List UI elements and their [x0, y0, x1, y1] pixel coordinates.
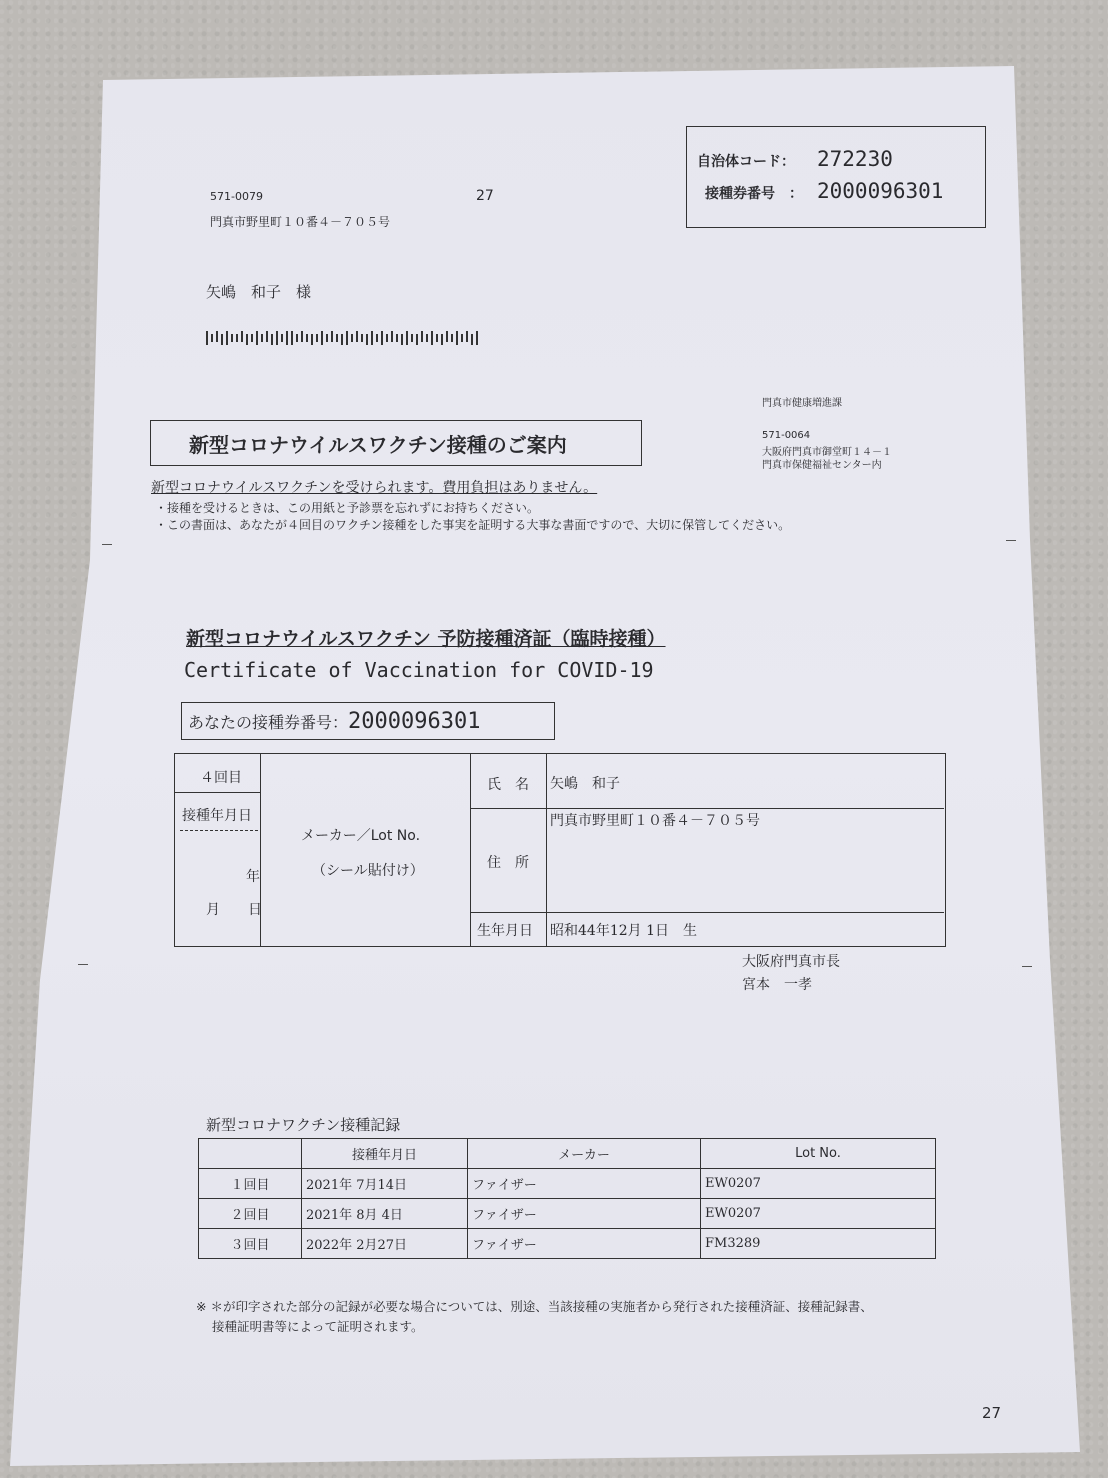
voucher-number-value: 2000096301 — [817, 179, 944, 203]
certificate-voucher-label: あなたの接種券番号： — [188, 712, 349, 732]
record-header-blank — [199, 1139, 302, 1169]
record-header-date: 接種年月日 — [302, 1139, 468, 1169]
record-maker: ファイザー — [468, 1169, 701, 1199]
record-lot: EW0207 — [701, 1169, 936, 1199]
voucher-number-label: 接種券番号 ： — [705, 186, 803, 202]
record-table — [198, 1138, 936, 1259]
record-date: 2021年 7月14日 — [302, 1169, 468, 1199]
record-header-lot: Lot No. — [701, 1139, 936, 1169]
notice-lead: 新型コロナウイルスワクチンを受けられます。費用負担はありません。 — [151, 480, 598, 496]
table-divider — [470, 912, 944, 913]
dose-label: ４回目 — [200, 770, 242, 786]
address-value: 門真市野里町１０番４－７０５号 — [550, 813, 760, 829]
month-day-label: 月 日 — [206, 902, 262, 918]
table-divider — [470, 753, 471, 947]
name-value: 矢嶋 和子 — [550, 776, 620, 792]
fold-mark — [102, 544, 112, 545]
record-header-maker: メーカー — [468, 1139, 701, 1169]
fold-mark — [78, 964, 88, 965]
sender-postal-code: 571-0064 — [762, 430, 811, 441]
vaccination-date-label: 接種年月日 — [182, 808, 252, 824]
table-divider — [470, 808, 944, 809]
sender-department: 門真市健康増進課 — [762, 398, 842, 409]
record-maker: ファイザー — [468, 1199, 701, 1229]
record-row — [199, 1199, 936, 1229]
notice-bullet-2: ・この書面は、あなたが４回目のワクチン接種をした事実を証明する大事な書面ですので、大切に保管してください。 — [155, 518, 791, 532]
record-dose: ３回目 — [199, 1229, 302, 1259]
sender-address-line2: 門真市保健福祉センター内 — [762, 460, 882, 471]
year-label: 年 — [246, 869, 260, 885]
birthdate-value: 昭和44年12月 1日 生 — [550, 923, 697, 939]
certificate-voucher-value: 2000096301 — [348, 708, 481, 734]
birthdate-label: 生年月日 — [477, 923, 533, 939]
municipality-code-label: 自治体コード： — [697, 154, 795, 170]
fold-mark — [1022, 966, 1032, 967]
record-title: 新型コロナワクチン接種記録 — [206, 1116, 401, 1134]
maker-lot-label: メーカー／Lot No. — [301, 828, 421, 844]
issuer-title: 大阪府門真市長 — [742, 954, 840, 970]
issuer-name: 宮本 一孝 — [742, 977, 812, 993]
fold-mark — [1006, 540, 1016, 541]
municipality-code-value: 272230 — [817, 147, 893, 171]
recipient-name: 矢嶋 和子 様 — [206, 283, 312, 301]
notice-title: 新型コロナウイルスワクチン接種のご案内 — [150, 420, 642, 466]
record-row — [199, 1229, 936, 1259]
route-code: 27 — [476, 188, 494, 204]
table-divider — [546, 753, 547, 947]
postal-code: 571-0079 — [210, 190, 263, 203]
name-label: 氏 名 — [487, 777, 529, 793]
code-box — [686, 126, 986, 228]
record-lot: EW0207 — [701, 1199, 936, 1229]
page-number: 27 — [982, 1404, 1002, 1422]
date-dashed-line — [180, 830, 258, 831]
sticker-label: （シール貼付け） — [312, 863, 424, 879]
certificate-title: 新型コロナウイルスワクチン 予防接種済証（臨時接種） — [186, 628, 666, 650]
address-label: 住 所 — [487, 855, 529, 871]
notice-bullet-1: ・接種を受けるときは、この用紙と予診票を忘れずにお持ちください。 — [155, 501, 540, 515]
record-dose: １回目 — [199, 1169, 302, 1199]
record-maker: ファイザー — [468, 1229, 701, 1259]
footnote-line-2: 接種証明書等によって証明されます。 — [212, 1319, 424, 1334]
record-dose: ２回目 — [199, 1199, 302, 1229]
table-divider — [174, 792, 260, 793]
footnote-line-1: ※ ＊が印字された部分の記録が必要な場合については、別途、当該接種の実施者から発行された接種済証、接種記録書、 — [196, 1299, 873, 1314]
record-header-row — [199, 1139, 936, 1169]
certificate-title-en: Certificate of Vaccination for COVID-19 — [184, 658, 654, 682]
certificate-voucher-box — [181, 702, 555, 740]
postal-barcode — [206, 328, 482, 346]
record-row — [199, 1169, 936, 1199]
record-lot: FM3289 — [701, 1229, 936, 1259]
record-date: 2021年 8月 4日 — [302, 1199, 468, 1229]
recipient-address: 門真市野里町１０番４－７０５号 — [210, 215, 391, 229]
sender-address-line1: 大阪府門真市御堂町１４－１ — [762, 447, 892, 458]
record-date: 2022年 2月27日 — [302, 1229, 468, 1259]
